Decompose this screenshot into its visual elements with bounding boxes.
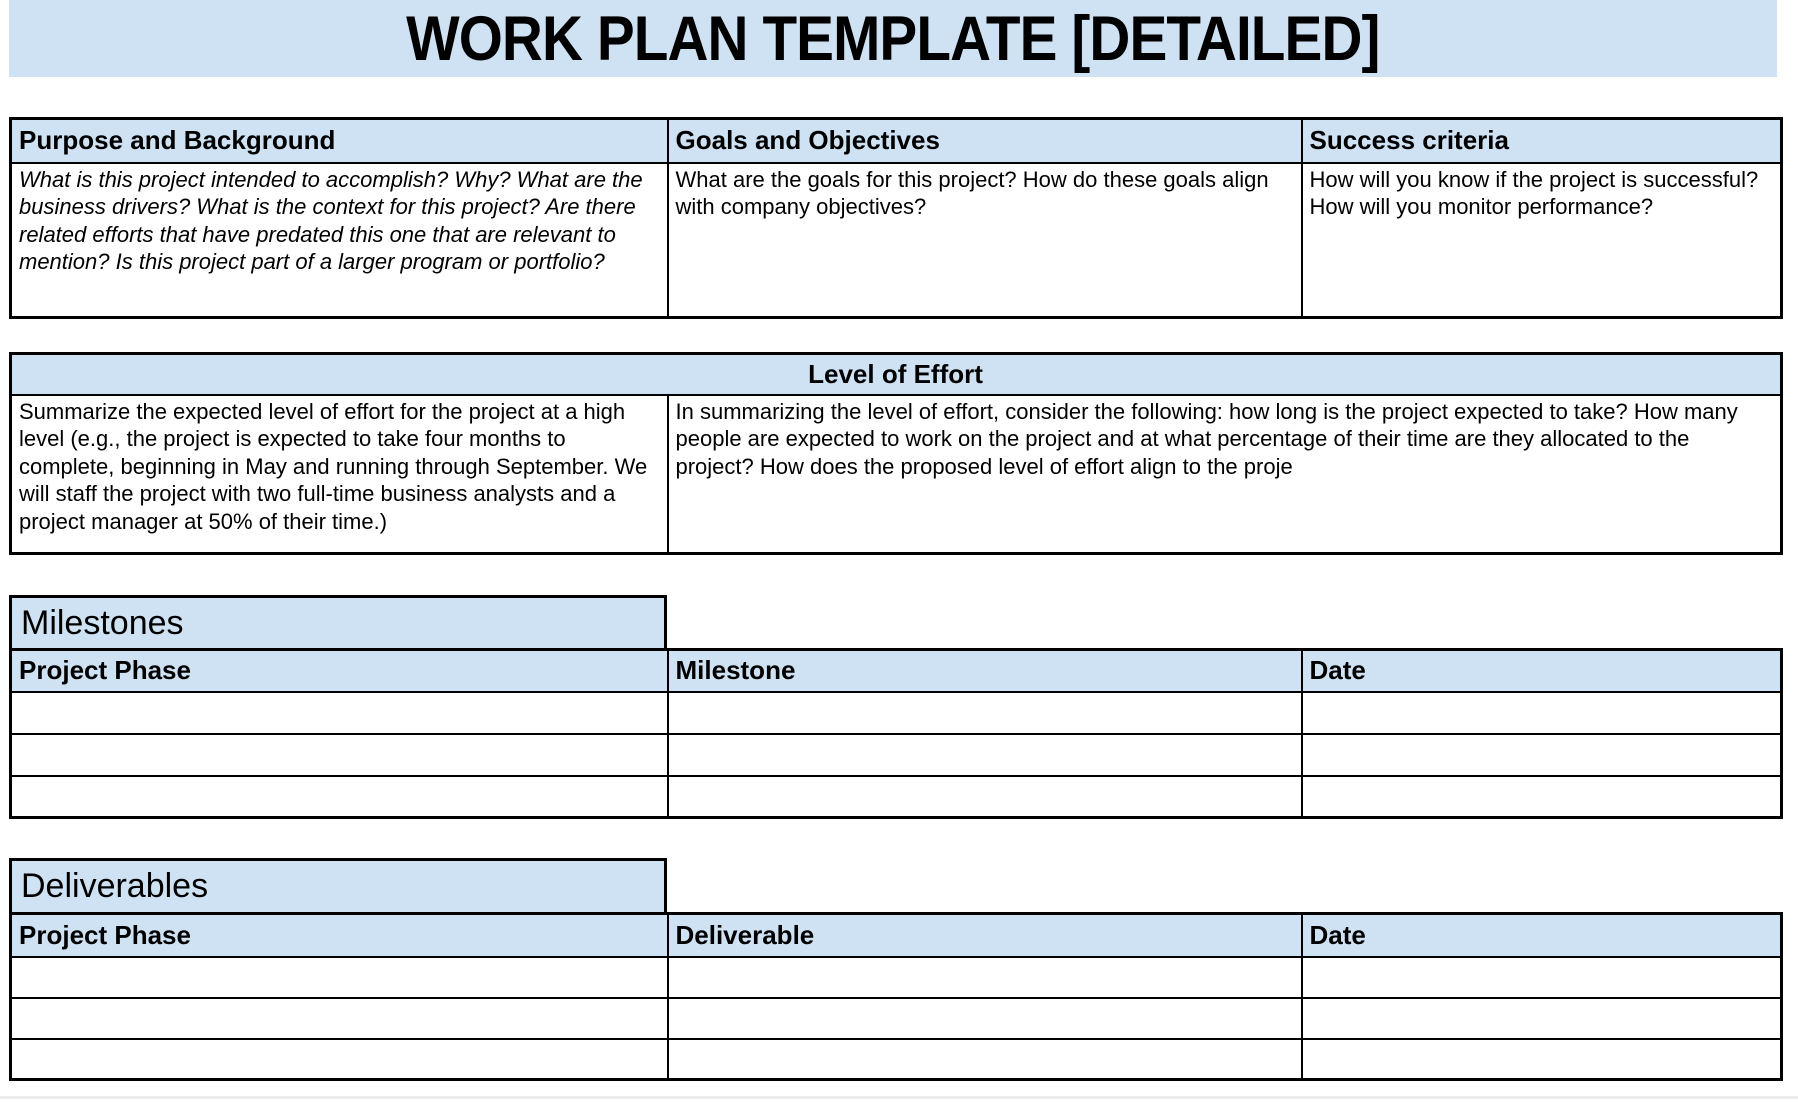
milestones-title-label: Milestones bbox=[21, 603, 184, 642]
milestones-date-cell[interactable] bbox=[1302, 734, 1782, 776]
milestones-project-phase-cell[interactable] bbox=[11, 692, 668, 734]
deliverables-header-date: Date bbox=[1302, 914, 1782, 957]
overview-header-row bbox=[11, 119, 1782, 163]
milestones-project-phase-cell[interactable] bbox=[11, 776, 668, 818]
goals-and-objectives-text: What are the goals for this project? How do these goals align with company objectives? bbox=[668, 163, 1302, 318]
header-success-criteria: Success criteria bbox=[1302, 119, 1782, 163]
deliverables-header-row bbox=[11, 914, 1782, 957]
milestones-header-row bbox=[11, 650, 1782, 692]
header-goals-and-objectives: Goals and Objectives bbox=[668, 119, 1302, 163]
deliverables-project-phase-cell[interactable] bbox=[11, 998, 668, 1039]
deliverables-deliverable-cell[interactable] bbox=[668, 1039, 1302, 1080]
milestones-empty-row bbox=[11, 692, 1782, 734]
level-of-effort-guidance-text: In summarizing the level of effort, consider the following: how long is the project expected to take? How many people are expected to work on the project and at what percentage of their time are they allocated to the project? How does the proposed level of effort align to the proje bbox=[675, 398, 1738, 479]
screenshot-bottom-edge bbox=[0, 1096, 1798, 1099]
level-of-effort-header-row bbox=[11, 354, 1782, 395]
purpose-and-background-text: What is this project intended to accomplish? Why? What are the business drivers? What is the context for this project? Are there related efforts that have predated this one that are relevant to mention? Is this project part of a larger program or portfolio? bbox=[11, 163, 668, 318]
milestones-milestone-cell[interactable] bbox=[668, 734, 1302, 776]
level-of-effort-body-row bbox=[11, 395, 1782, 554]
deliverables-project-phase-cell[interactable] bbox=[11, 1039, 668, 1080]
deliverables-header-project-phase: Project Phase bbox=[11, 914, 668, 957]
milestones-header-milestone: Milestone bbox=[668, 650, 1302, 692]
deliverables-date-cell[interactable] bbox=[1302, 998, 1782, 1039]
title-banner bbox=[9, 0, 1777, 77]
deliverables-header-deliverable: Deliverable bbox=[668, 914, 1302, 957]
deliverables-empty-row bbox=[11, 1039, 1782, 1080]
deliverables-table bbox=[9, 912, 1783, 1081]
milestones-header-date: Date bbox=[1302, 650, 1782, 692]
milestones-date-cell[interactable] bbox=[1302, 776, 1782, 818]
milestones-empty-row bbox=[11, 734, 1782, 776]
milestones-project-phase-cell[interactable] bbox=[11, 734, 668, 776]
deliverables-date-cell[interactable] bbox=[1302, 1039, 1782, 1080]
deliverables-empty-row bbox=[11, 998, 1782, 1039]
milestones-milestone-cell[interactable] bbox=[668, 692, 1302, 734]
level-of-effort-title: Level of Effort bbox=[11, 354, 1782, 395]
header-purpose-and-background: Purpose and Background bbox=[11, 119, 668, 163]
deliverables-section-title bbox=[9, 858, 667, 912]
milestones-milestone-cell[interactable] bbox=[668, 776, 1302, 818]
level-of-effort-summary-text: Summarize the expected level of effort for the project at a high level (e.g., the project is expected to take four months to complete, beginning in May and running through September. We will staff the project with two full-time business analysts and a project manager at 50% of their time.) bbox=[19, 398, 648, 534]
level-of-effort-table bbox=[9, 352, 1783, 555]
deliverables-project-phase-cell[interactable] bbox=[11, 957, 668, 998]
milestones-header-project-phase: Project Phase bbox=[11, 650, 668, 692]
overview-table bbox=[9, 117, 1783, 319]
page-title: WORK PLAN TEMPLATE [DETAILED] bbox=[406, 3, 1380, 74]
deliverables-date-cell[interactable] bbox=[1302, 957, 1782, 998]
deliverables-title-label: Deliverables bbox=[21, 867, 209, 905]
milestones-table bbox=[9, 648, 1783, 819]
overview-body-row bbox=[11, 163, 1782, 318]
deliverables-deliverable-cell[interactable] bbox=[668, 957, 1302, 998]
success-criteria-text: How will you know if the project is successful? How will you monitor performance? bbox=[1302, 163, 1782, 318]
milestones-date-cell[interactable] bbox=[1302, 692, 1782, 734]
deliverables-deliverable-cell[interactable] bbox=[668, 998, 1302, 1039]
milestones-empty-row bbox=[11, 776, 1782, 818]
milestones-section-title bbox=[9, 595, 667, 648]
deliverables-empty-row bbox=[11, 957, 1782, 998]
